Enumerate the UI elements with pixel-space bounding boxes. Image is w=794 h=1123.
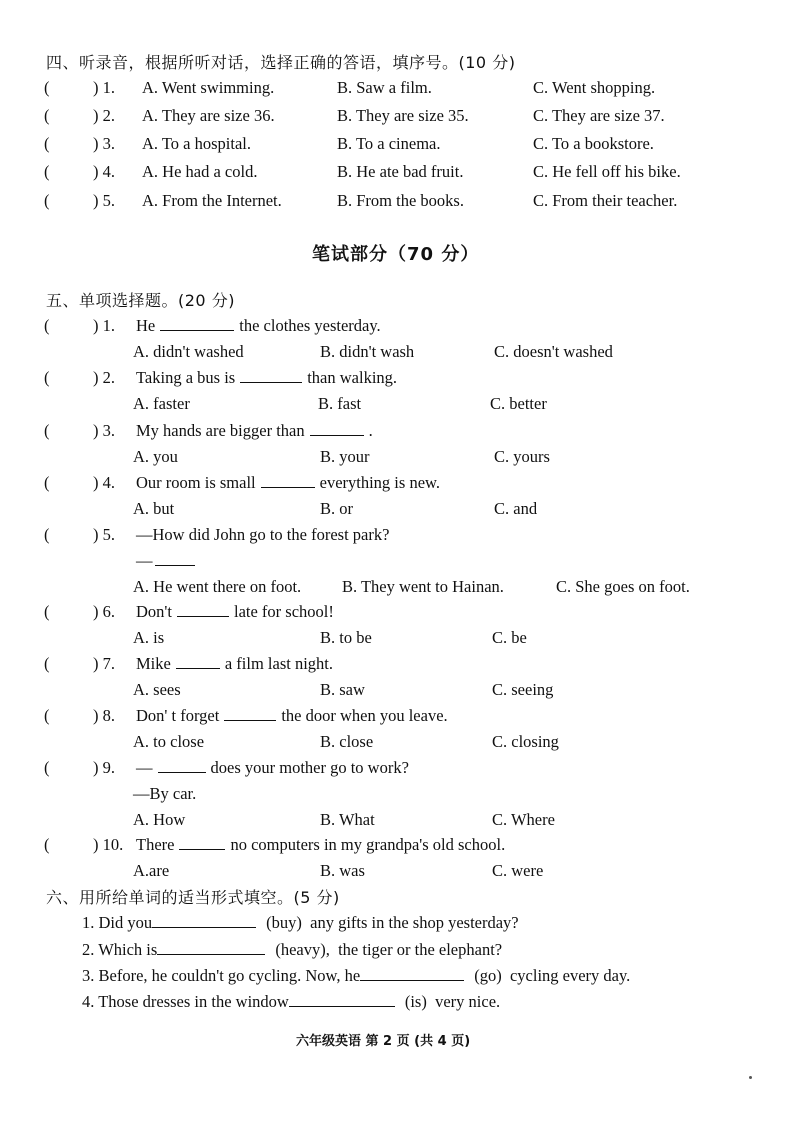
option-a: A.are — [133, 861, 170, 880]
option-a: A. They are size 36. — [142, 106, 275, 125]
option-b: B. saw — [320, 680, 365, 699]
option-b: B. fast — [318, 394, 362, 413]
option-b: B. your — [320, 447, 370, 466]
question-sentence — [136, 473, 440, 493]
option-b: B. close — [320, 732, 374, 751]
answer-blank[interactable] — [152, 913, 256, 928]
answer-paren[interactable]: ( — [44, 835, 50, 854]
question-sentence — [136, 654, 333, 674]
question-number: ) 5. — [93, 191, 115, 210]
answer-paren[interactable]: ( — [44, 191, 50, 210]
question-number: ) 1. — [93, 78, 115, 97]
answer-paren[interactable]: ( — [44, 78, 50, 97]
option-a: A. you — [133, 447, 178, 466]
option-c: C. doesn't washed — [494, 342, 613, 361]
question-text: He — [136, 316, 156, 335]
dash: — — [136, 758, 153, 777]
question-text-rest: the door when you leave. — [281, 706, 448, 725]
question-text: Our room is small — [136, 473, 256, 492]
question-text: Taking a bus is — [136, 368, 236, 387]
question-number: ) 4. — [93, 162, 115, 181]
word-hint: (heavy), — [275, 940, 330, 959]
option-b: B. What — [320, 810, 375, 829]
question-text-rest: . — [368, 421, 373, 440]
answer-paren[interactable]: ( — [44, 758, 50, 777]
answer-blank[interactable] — [310, 421, 364, 436]
fill-in-sentence — [82, 992, 500, 1012]
question-number: ) 10. — [93, 835, 124, 854]
option-c: C. closing — [492, 732, 559, 751]
question-sentence — [136, 525, 389, 545]
answer-blank[interactable] — [240, 368, 302, 383]
answer-blank[interactable] — [261, 473, 315, 488]
question-text: Mike — [136, 654, 171, 673]
question-sentence — [136, 368, 397, 388]
option-b: B. To a cinema. — [337, 134, 441, 153]
answer-paren[interactable]: ( — [44, 368, 50, 387]
written-section-heading: 笔试部分（70 分） — [312, 244, 480, 265]
question-text: Don' t forget — [136, 706, 220, 725]
question-text-rest: late for school! — [233, 602, 334, 621]
question-text-rest: everything is new. — [319, 473, 440, 492]
option-a: A. Went swimming. — [142, 78, 275, 97]
answer-blank[interactable] — [157, 940, 265, 955]
option-a: A. faster — [133, 394, 190, 413]
question-sentence — [136, 835, 505, 855]
word-hint: (is) — [404, 992, 427, 1011]
answer-blank[interactable] — [177, 602, 229, 617]
question-text-rest: the clothes yesterday. — [239, 316, 381, 335]
question-text: Don't — [136, 602, 172, 621]
question-sentence — [136, 706, 448, 726]
question-text: —How did John go to the forest park? — [136, 525, 390, 544]
sentence-start: 3. Before, he couldn't go cycling. Now, he — [82, 966, 361, 985]
question-sentence — [136, 602, 334, 622]
option-c: C. were — [492, 861, 544, 880]
section5-title: 五、单项选择题。(20 分) — [46, 291, 235, 310]
option-b: B. or — [320, 499, 353, 518]
option-b: B. Saw a film. — [337, 78, 432, 97]
option-a: A. He had a cold. — [142, 162, 258, 181]
option-c: C. and — [494, 499, 538, 518]
answer-paren[interactable]: ( — [44, 421, 50, 440]
answer-blank[interactable] — [176, 654, 220, 669]
option-b: B. didn't wash — [320, 342, 415, 361]
option-a: A. didn't washed — [133, 342, 244, 361]
option-b: B. was — [320, 861, 365, 880]
option-c: C. better — [490, 394, 547, 413]
answer-paren[interactable]: ( — [44, 106, 50, 125]
answer-blank[interactable] — [160, 316, 234, 331]
answer-line — [136, 551, 195, 571]
option-c: C. Where — [492, 810, 555, 829]
question-number: ) 8. — [93, 706, 115, 725]
answer-blank[interactable] — [360, 966, 464, 981]
sentence-start: 1. Did you — [82, 913, 153, 932]
section6-title: 六、用所给单词的适当形式填空。(5 分) — [46, 888, 340, 907]
reply-line: —By car. — [133, 784, 197, 803]
question-text-rest: than walking. — [307, 368, 398, 387]
answer-blank[interactable] — [224, 706, 276, 721]
option-a: A. but — [133, 499, 175, 518]
question-number: ) 9. — [93, 758, 115, 777]
option-c: C. be — [492, 628, 527, 647]
option-a: A. to close — [133, 732, 205, 751]
sentence-end: the tiger or the elephant? — [338, 940, 503, 959]
option-a: A. He went there on foot. — [133, 577, 302, 596]
option-c: C. Went shopping. — [533, 78, 656, 97]
option-b: B. They went to Hainan. — [342, 577, 504, 596]
question-number: ) 7. — [93, 654, 115, 673]
answer-paren[interactable]: ( — [44, 706, 50, 725]
option-c: C. From their teacher. — [533, 191, 678, 210]
answer-blank[interactable] — [289, 992, 395, 1007]
sentence-start: 2. Which is — [82, 940, 158, 959]
option-b: B. He ate bad fruit. — [337, 162, 464, 181]
option-c: C. She goes on foot. — [556, 577, 690, 596]
question-number: ) 5. — [93, 525, 115, 544]
question-number: ) 4. — [93, 473, 115, 492]
answer-blank[interactable] — [155, 551, 195, 566]
answer-paren[interactable]: ( — [44, 134, 50, 153]
question-number: ) 3. — [93, 421, 115, 440]
question-number: ) 3. — [93, 134, 115, 153]
option-c: C. He fell off his bike. — [533, 162, 681, 181]
option-c: C. seeing — [492, 680, 554, 699]
fill-in-sentence — [82, 966, 630, 986]
option-a: A. From the Internet. — [142, 191, 282, 210]
option-b: B. to be — [320, 628, 372, 647]
sentence-end: cycling every day. — [509, 966, 631, 985]
answer-paren[interactable]: ( — [44, 602, 50, 621]
option-a: A. sees — [133, 680, 181, 699]
speck-mark — [749, 1076, 752, 1079]
option-c: C. yours — [494, 447, 550, 466]
sentence-end: very nice. — [435, 992, 501, 1011]
question-number: ) 1. — [93, 316, 115, 335]
question-text: My hands are bigger than — [136, 421, 305, 440]
answer-paren[interactable]: ( — [44, 316, 50, 335]
answer-blank[interactable] — [158, 758, 206, 773]
sentence-start: 4. Those dresses in the window — [82, 992, 289, 1011]
question-text: does your mother go to work? — [210, 758, 409, 777]
fill-in-sentence — [82, 913, 519, 933]
question-sentence — [136, 421, 373, 441]
section4-title: 四、听录音，根据所听对话，选择正确的答语，填序号。(10 分) — [46, 53, 516, 72]
question-text-rest: no computers in my grandpa's old school. — [230, 835, 506, 854]
answer-paren[interactable]: ( — [44, 525, 50, 544]
answer-blank[interactable] — [179, 835, 225, 850]
page-footer: 六年级英语 第 2 页 (共 4 页) — [296, 1034, 471, 1049]
option-b: B. From the books. — [337, 191, 464, 210]
option-a: A. is — [133, 628, 165, 647]
question-number: ) 2. — [93, 106, 115, 125]
question-number: ) 2. — [93, 368, 115, 387]
question-sentence — [136, 758, 409, 778]
dash: — — [136, 551, 153, 570]
option-c: C. To a bookstore. — [533, 134, 654, 153]
question-sentence — [136, 316, 381, 336]
option-c: C. They are size 37. — [533, 106, 665, 125]
question-text-rest: a film last night. — [224, 654, 333, 673]
answer-paren[interactable]: ( — [44, 162, 50, 181]
option-a: A. How — [133, 810, 186, 829]
question-text: There — [136, 835, 175, 854]
word-hint: (buy) — [266, 913, 302, 932]
answer-paren[interactable]: ( — [44, 654, 50, 673]
question-number: ) 6. — [93, 602, 115, 621]
fill-in-sentence — [82, 940, 502, 960]
word-hint: (go) — [474, 966, 502, 985]
option-b: B. They are size 35. — [337, 106, 469, 125]
sentence-end: any gifts in the shop yesterday? — [310, 913, 519, 932]
option-a: A. To a hospital. — [142, 134, 251, 153]
answer-paren[interactable]: ( — [44, 473, 50, 492]
